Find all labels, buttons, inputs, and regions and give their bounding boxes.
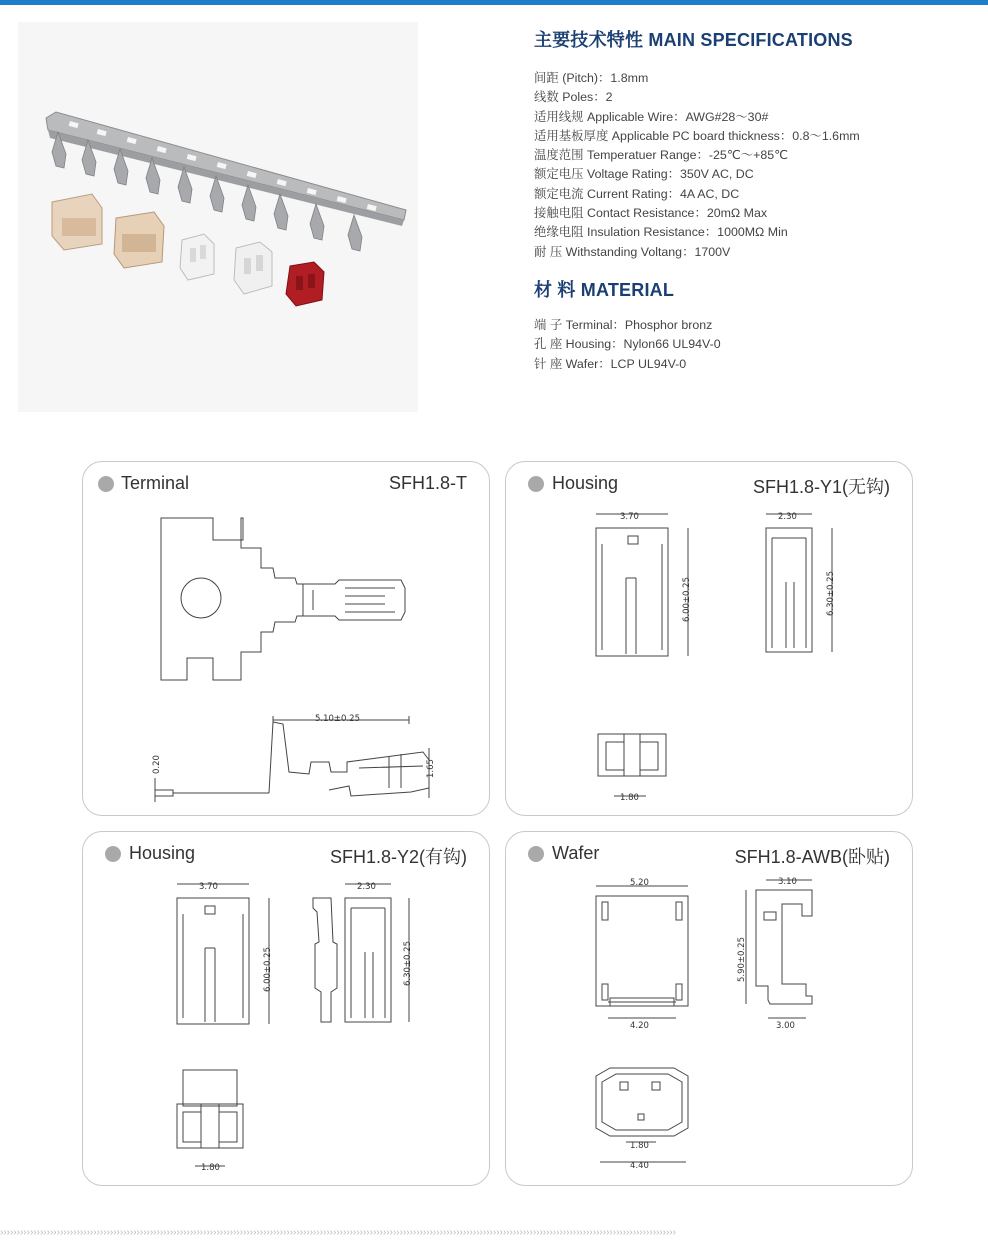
spec-line: 额定电压 Voltage Rating：350V AC, DC	[534, 167, 754, 182]
top-accent-bar	[0, 0, 988, 5]
dim-label: 6.30±0.25	[826, 571, 836, 616]
dim-label: 1.80	[620, 793, 639, 803]
specifications-panel	[534, 26, 974, 374]
spec-line: 线数 Poles：2	[534, 90, 613, 105]
spec-line: 绝缘电阻 Insulation Resistance：1000MΩ Min	[534, 225, 788, 240]
terminal-drawing	[83, 462, 491, 817]
dim-label: 5.10±0.25	[315, 714, 360, 724]
housing-image-white-1	[180, 234, 214, 280]
card-model: SFH1.8-Y2(有钩)	[329, 847, 467, 867]
housing-y2-drawing	[83, 832, 491, 1187]
dim-label: 2.30	[778, 512, 797, 522]
card-model: SFH1.8-Y1(无钩)	[752, 477, 890, 497]
product-photo	[18, 22, 418, 412]
spec-line: 间距 (Pitch)：1.8mm	[534, 71, 649, 85]
card-model: SFH1.8-AWB(卧贴)	[734, 847, 890, 867]
spec-line: 适用基板厚度 Applicable PC board thickness：0.8～1.6mm	[534, 128, 860, 143]
card-bullet-icon	[98, 476, 114, 492]
card-title: Housing	[129, 843, 196, 863]
dim-label: 2.30	[357, 882, 376, 892]
dim-label: 6.00±0.25	[682, 577, 692, 622]
terminal-drawing-card	[82, 461, 490, 816]
spec-line: 温度范围 Temperatuer Range：-25℃～+85℃	[534, 148, 789, 163]
specifications-title: 主要技术特性 MAIN SPECIFICATIONS	[534, 30, 853, 50]
dim-label: 0.20	[152, 755, 162, 774]
dim-label: 4.20	[630, 1021, 649, 1031]
card-title: Housing	[552, 473, 619, 493]
spec-line: 接触电阻 Contact Resistance：20mΩ Max	[534, 206, 768, 221]
wafer-image-1	[52, 194, 102, 250]
wafer-drawing	[506, 832, 914, 1187]
material-line: 端 子 Terminal：Phosphor bronz	[534, 317, 713, 332]
housing-image-red	[286, 262, 324, 306]
decorative-dotted-border: ›››››››››››››››››››››››››››››››››››››››››››››››››››››››››››››››››››››››››››››››››››››››››››››››››››››››››››››››››››››››››››››››››››››››››››››››››››››››››››››››››››››››››››››››››››››››››››››››››››››››››››	[0, 1228, 677, 1238]
wafer-drawing-card	[505, 831, 913, 1186]
card-bullet-icon	[528, 476, 544, 492]
housing-y2-drawing-card	[82, 831, 490, 1186]
material-line: 孔 座 Housing：Nylon66 UL94V-0	[534, 337, 721, 352]
card-bullet-icon	[105, 846, 121, 862]
material-line: 针 座 Wafer：LCP UL94V-0	[534, 356, 687, 371]
card-title: Wafer	[552, 843, 600, 863]
dim-label: 3.70	[199, 882, 218, 892]
spec-line: 额定电流 Current Rating：4A AC, DC	[534, 186, 740, 201]
dim-label: 1.80	[630, 1141, 649, 1151]
spec-line: 适用线规 Applicable Wire：AWG#28～30#	[534, 109, 769, 124]
housing-y1-drawing-card	[505, 461, 913, 816]
dim-label: 1.80	[201, 1163, 220, 1173]
housing-y1-drawing	[506, 462, 914, 817]
dim-label: 1.65	[426, 759, 436, 778]
dim-label: 5.90±0.25	[737, 937, 747, 982]
housing-image-white-2	[234, 242, 272, 294]
card-bullet-icon	[528, 846, 544, 862]
dim-label: 5.20	[630, 878, 649, 888]
wafer-image-2	[114, 212, 164, 268]
dim-label: 6.00±0.25	[263, 947, 273, 992]
dim-label: 3.00	[776, 1021, 795, 1031]
card-model: SFH1.8-T	[388, 473, 467, 493]
dim-label: 4.40	[630, 1161, 649, 1171]
spec-line: 耐 压 Withstanding Voltang：1700V	[534, 244, 731, 259]
card-title: Terminal	[121, 473, 190, 493]
dim-label: 3.10	[778, 877, 797, 887]
dim-label: 6.30±0.25	[403, 941, 413, 986]
material-title: 材 料 MATERIAL	[534, 279, 675, 300]
dim-label: 3.70	[620, 512, 639, 522]
